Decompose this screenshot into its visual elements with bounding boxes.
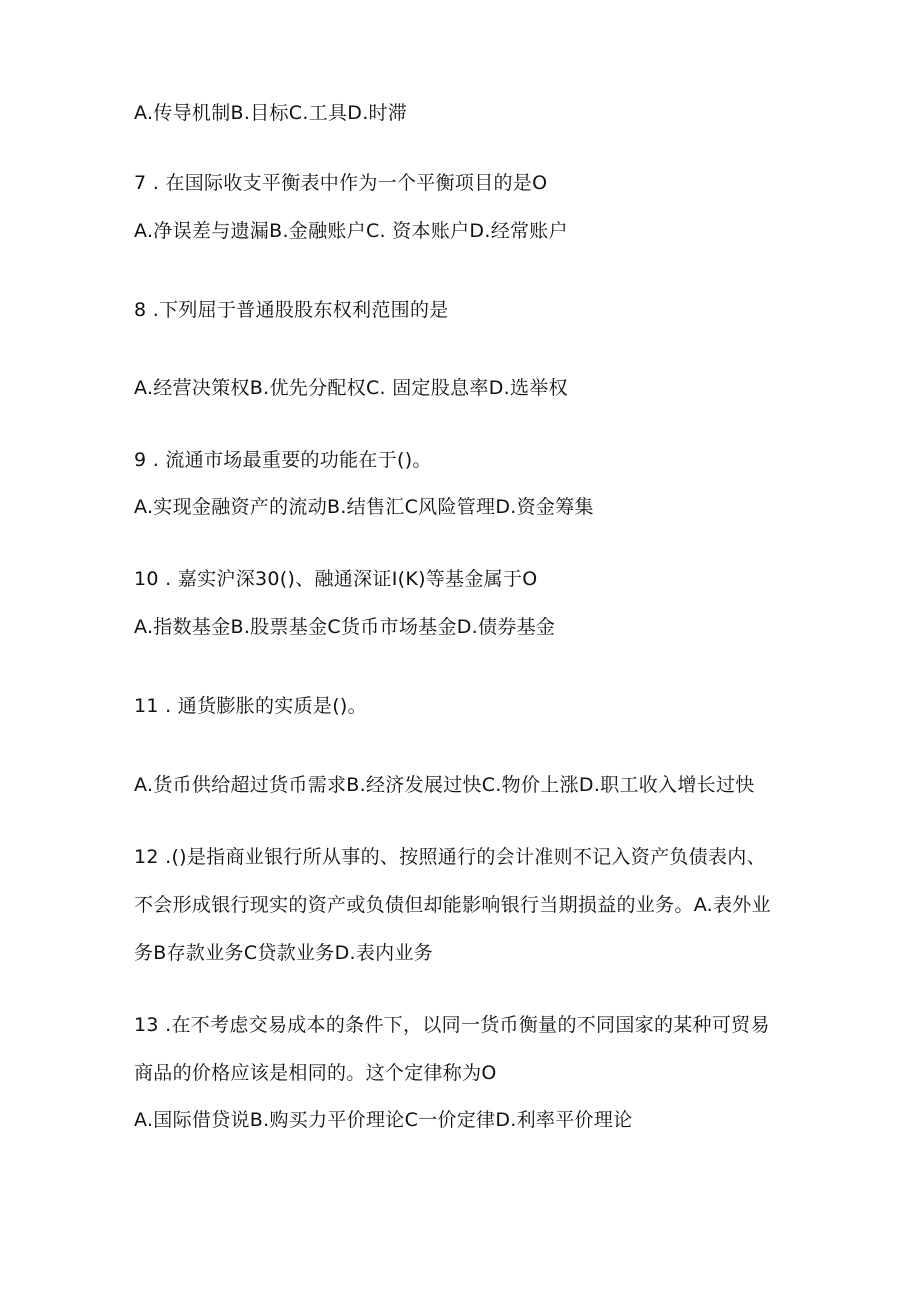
answer-options-9: A.实现金融资产的流动B.结售汇C风险管理D.资金筹集 [134,496,594,518]
answer-options-13: A.国际借贷说B.购买力平价理论C一价定律D.利率平价理论 [134,1109,633,1131]
question-12-line-3: 务B存款业务C贷款业务D.表内业务 [134,942,434,964]
answer-options-7: A.净误差与遗漏B.金融账户C. 资本账户D.经常账户 [134,220,568,242]
question-9: 9 . 流通市场最重要的功能在于()。 [134,449,432,471]
answer-options-11: A.货币供给超过货币需求B.经济发展过快C.物价上涨D.职工收入增长过快 [134,774,755,796]
answer-options-8: A.经营决策权B.优先分配权C. 固定股息率D.选举权 [134,377,568,399]
question-12-line-2: 不会形成银行现实的资产或负债但却能影响银行当期损益的业务。A.表外业 [134,894,771,916]
question-8: 8 .下列屈于普通股股东权利范围的是 [134,299,449,321]
question-10: 10 . 嘉实沪深30()、融通深证I(K)等基金属于O [134,568,538,590]
question-13-line-2: 商品的价格应该是相同的。这个定律称为O [134,1062,497,1084]
question-12-line-1: 12 .()是指商业银行所从事的、按照通行的会计准则不记入资产负债表内、 [134,846,766,868]
question-11: 11 . 通货膨胀的实质是()。 [134,695,367,717]
answer-options-6: A.传导机制B.目标C.工具D.时滞 [134,102,408,124]
question-7: 7 . 在国际收支平衡表中作为一个平衡项目的是O [134,172,548,194]
answer-options-10: A.指数基金B.股票基金C货币市场基金D.债券基金 [134,616,556,638]
question-13-line-1: 13 .在不考虑交易成本的条件下，以同一货币衡量的不同国家的某种可贸易 [134,1014,770,1036]
